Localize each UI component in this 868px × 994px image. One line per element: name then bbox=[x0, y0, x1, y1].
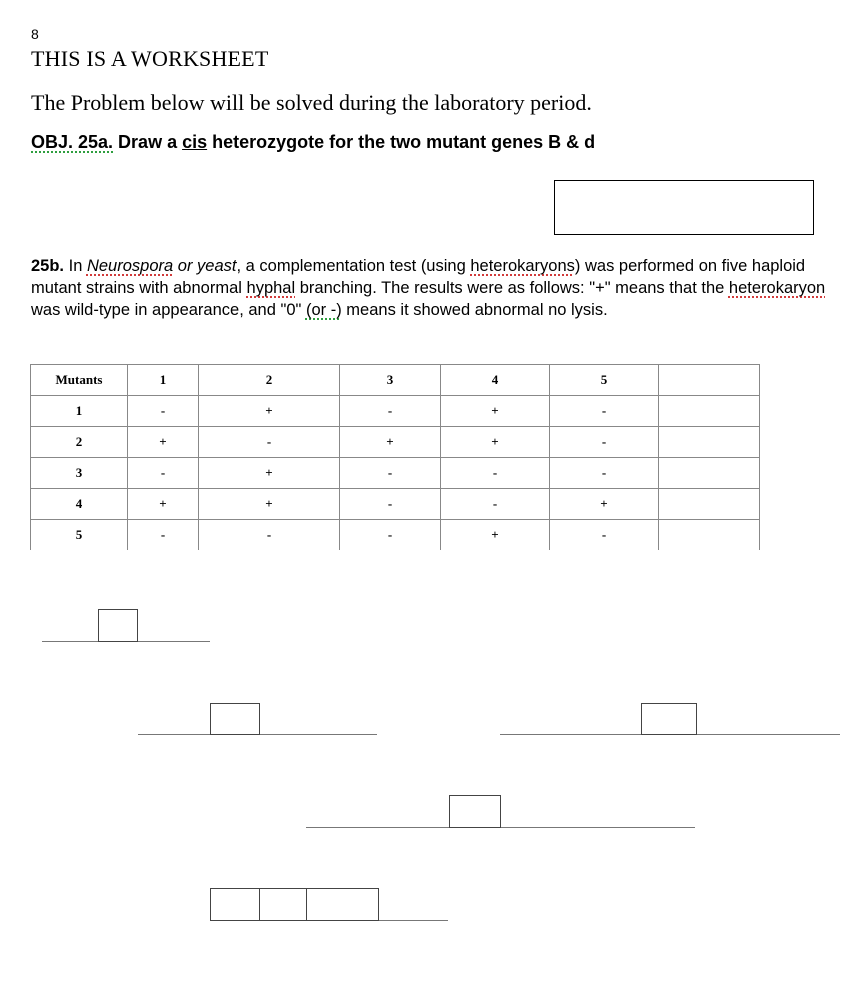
table-cell: - bbox=[441, 489, 550, 520]
objective-line bbox=[31, 132, 595, 153]
table-cell[interactable] bbox=[659, 520, 760, 551]
table-header-cell[interactable] bbox=[659, 365, 760, 396]
paragraph-text: was wild-type in appearance, and "0" bbox=[31, 301, 306, 319]
answer-box[interactable] bbox=[554, 180, 814, 235]
table-cell: 3 bbox=[31, 458, 128, 489]
table-header-row bbox=[31, 365, 760, 396]
paragraph-text: means it showed abnormal no lysis. bbox=[341, 301, 608, 319]
table-cell: 1 bbox=[31, 396, 128, 427]
objective-label: OBJ. 25a. bbox=[31, 132, 114, 152]
table-cell[interactable] bbox=[659, 427, 760, 458]
paragraph-heterokaryons: heterokaryons bbox=[470, 257, 575, 275]
answer-slot[interactable] bbox=[259, 888, 307, 921]
table-cell: + bbox=[441, 427, 550, 458]
table-cell: - bbox=[199, 427, 340, 458]
paragraph-text: branching. The results were as follows: "+" means that the bbox=[295, 279, 729, 297]
table-cell[interactable] bbox=[659, 489, 760, 520]
table-cell: + bbox=[128, 489, 199, 520]
table-cell: - bbox=[340, 458, 441, 489]
table-cell: - bbox=[441, 458, 550, 489]
paragraph-hyphal: hyphal bbox=[246, 279, 296, 297]
table-cell: 4 bbox=[31, 489, 128, 520]
table-cell: - bbox=[550, 427, 659, 458]
paragraph-text: In bbox=[64, 257, 87, 275]
table-cell: 2 bbox=[31, 427, 128, 458]
paragraph-text: , a complementation test (using bbox=[236, 257, 471, 275]
table-cell: + bbox=[340, 427, 441, 458]
objective-text-before: Draw a bbox=[113, 132, 183, 152]
table-row bbox=[31, 427, 760, 458]
table-cell: + bbox=[128, 427, 199, 458]
answer-slot[interactable] bbox=[306, 888, 379, 921]
table-row bbox=[31, 489, 760, 520]
paragraph-number: 25b. bbox=[31, 257, 65, 275]
page-number: 8 bbox=[31, 26, 39, 42]
paragraph-heterokaryon: heterokaryon bbox=[728, 279, 826, 297]
paragraph-neurospora: Neurospora bbox=[86, 257, 174, 275]
table-cell: + bbox=[199, 396, 340, 427]
table-cell: 5 bbox=[31, 520, 128, 551]
table-cell: - bbox=[340, 489, 441, 520]
table-cell: - bbox=[550, 458, 659, 489]
table-cell: + bbox=[550, 489, 659, 520]
answer-slot[interactable] bbox=[98, 609, 138, 642]
table-header-cell: 5 bbox=[550, 365, 659, 396]
answer-slot[interactable] bbox=[210, 703, 260, 735]
table-cell: - bbox=[340, 520, 441, 551]
objective-text-after: heterozygote for the two mutant genes B & d bbox=[207, 132, 596, 152]
table-header-cell: 2 bbox=[199, 365, 340, 396]
table-row bbox=[31, 520, 760, 551]
answer-slot[interactable] bbox=[641, 703, 697, 735]
table-cell: - bbox=[550, 396, 659, 427]
paragraph-or-yeast: or yeast bbox=[173, 257, 237, 275]
page-title: THIS IS A WORKSHEET bbox=[31, 46, 269, 71]
table-header-cell: 3 bbox=[340, 365, 441, 396]
table-cell: + bbox=[441, 520, 550, 551]
paragraph-text: ) was performed on five haploid mutant strains with abnormal bbox=[31, 257, 806, 297]
complementation-table bbox=[30, 364, 760, 550]
table-cell: - bbox=[128, 396, 199, 427]
table-header-cell: 1 bbox=[128, 365, 199, 396]
problem-statement: The Problem below will be solved during the laboratory period. bbox=[31, 90, 592, 115]
answer-slot[interactable] bbox=[449, 795, 501, 828]
table-header-cell: 4 bbox=[441, 365, 550, 396]
table-cell: - bbox=[128, 520, 199, 551]
objective-cis: cis bbox=[182, 132, 208, 152]
table-cell: + bbox=[199, 458, 340, 489]
table-row bbox=[31, 396, 760, 427]
paragraph-or-minus: (or -) bbox=[305, 301, 342, 319]
table-cell: + bbox=[441, 396, 550, 427]
table-cell: - bbox=[550, 520, 659, 551]
answer-slot[interactable] bbox=[210, 888, 260, 921]
table-cell[interactable] bbox=[659, 458, 760, 489]
table-cell[interactable] bbox=[659, 396, 760, 427]
table-cell: - bbox=[128, 458, 199, 489]
table-row bbox=[31, 458, 760, 489]
table-header-cell: Mutants bbox=[31, 365, 128, 396]
table-cell: - bbox=[199, 520, 340, 551]
problem-paragraph bbox=[31, 255, 831, 321]
table-cell: - bbox=[340, 396, 441, 427]
table-cell: + bbox=[199, 489, 340, 520]
